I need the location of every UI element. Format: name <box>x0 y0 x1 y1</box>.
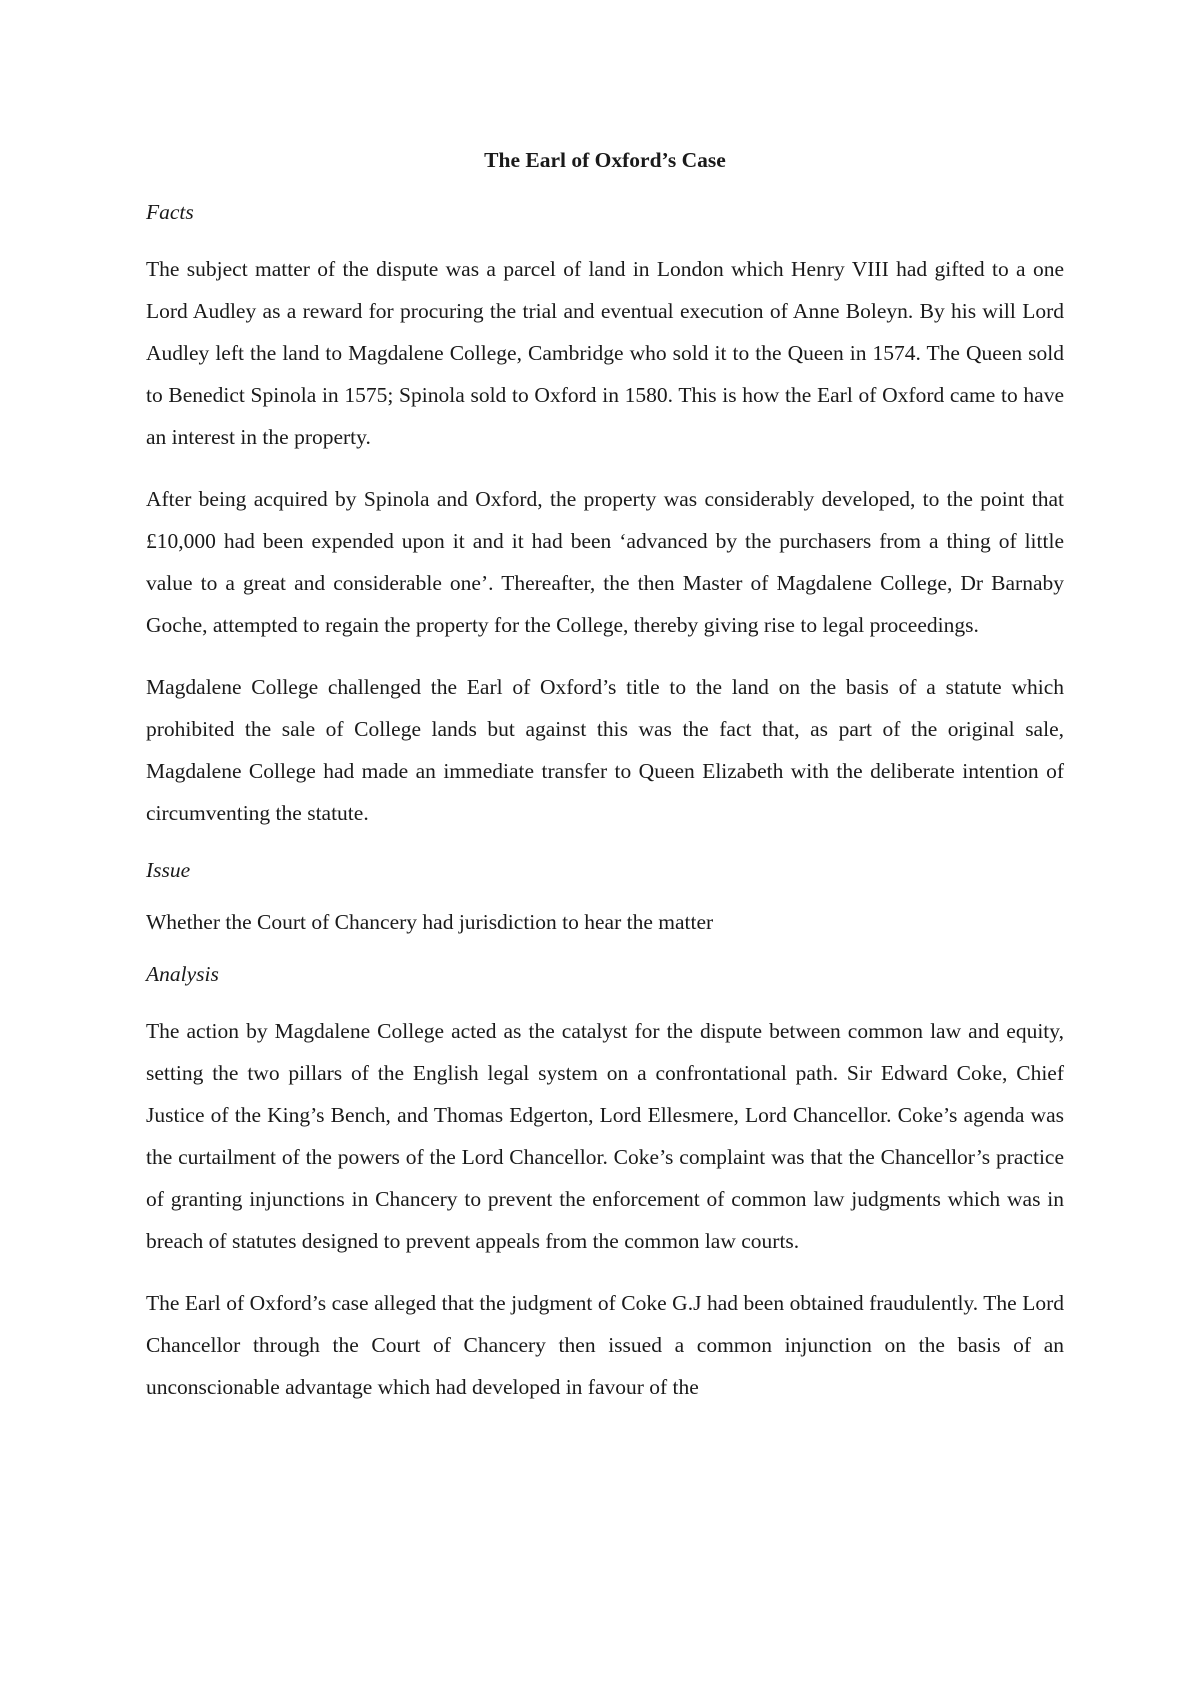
analysis-paragraph-1: The action by Magdalene College acted as the catalyst for the dispute between common law and equity, setting the two pillars of the English legal system on a confrontational path. Sir Edward Coke, Chief Justice of the King’s Bench, and Thomas Edgerton, Lord Ellesmere, Lord Chancellor. Coke’s agenda was the curtailment of the powers of the Lord Chancellor. Coke’s complaint was that the Chancellor’s practice of granting injunctions in Chancery to prevent the enforcement of common law judgments which was in breach of statutes designed to prevent appeals from the common law courts. <box>146 1019 1064 1253</box>
document-body <box>146 144 1064 1428</box>
analysis-heading: Analysis <box>146 962 219 986</box>
facts-paragraph-2: After being acquired by Spinola and Oxford, the property was considerably developed, to the point that £10,000 had been expended upon it and it had been ‘advanced by the purchasers from a thing of little value to a great and considerable one’. Thereafter, the then Master of Magdalene College, Dr Barnaby Goche, attempted to regain the property for the College, thereby giving rise to legal proceedings. <box>146 487 1064 637</box>
facts-heading: Facts <box>146 200 194 224</box>
issue-paragraph: Whether the Court of Chancery had jurisdiction to hear the matter <box>146 910 714 934</box>
facts-paragraph-1: The subject matter of the dispute was a parcel of land in London which Henry VIII had gifted to a one Lord Audley as a reward for procuring the trial and eventual execution of Anne Boleyn. By his will Lord Audley left the land to Magdalene College, Cambridge who sold it to the Queen in 1574. The Queen sold to Benedict Spinola in 1575; Spinola sold to Oxford in 1580. This is how the Earl of Oxford came to have an interest in the property. <box>146 257 1064 449</box>
issue-heading: Issue <box>146 858 191 882</box>
analysis-paragraph-2: The Earl of Oxford’s case alleged that the judgment of Coke G.J had been obtained fraudulently. The Lord Chancellor through the Court of Chancery then issued a common injunction on the basis of an unconscionable advantage which had developed in favour of the <box>146 1291 1064 1399</box>
document-title: The Earl of Oxford’s Case <box>484 148 726 172</box>
facts-paragraph-3: Magdalene College challenged the Earl of Oxford’s title to the land on the basis of a statute which prohibited the sale of College lands but against this was the fact that, as part of the original sale, Magdalene College had made an immediate transfer to Queen Elizabeth with the deliberate intention of circumventing the statute. <box>146 675 1064 825</box>
